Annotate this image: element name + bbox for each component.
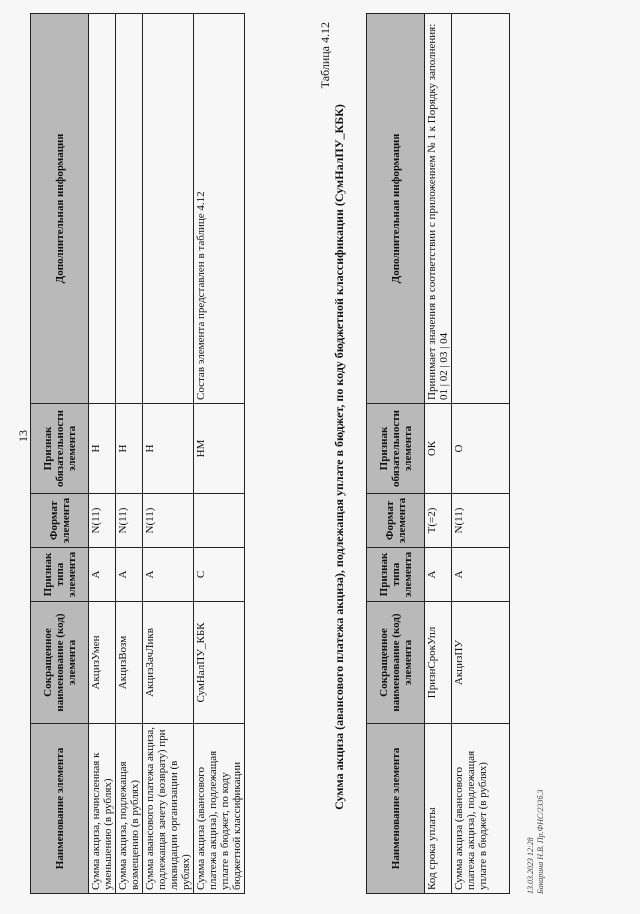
stamp-date: 13.03.2023 12:28 bbox=[526, 837, 535, 894]
kbk-table bbox=[366, 13, 510, 894]
cell: АкцизВозм bbox=[116, 602, 143, 724]
table-header-row bbox=[367, 14, 425, 894]
cell: Принимает значения в соответствии с приложением № 1 к Порядку заполнения: 01 | 02 | 03 | 04 bbox=[425, 14, 452, 404]
table-row bbox=[89, 14, 116, 894]
cell: А bbox=[452, 548, 510, 602]
cell: N(11) bbox=[452, 494, 510, 548]
cell: Код срока уплаты bbox=[425, 724, 452, 894]
table-row bbox=[425, 14, 452, 894]
cell bbox=[143, 14, 194, 404]
table-row bbox=[143, 14, 194, 894]
header-cell: Признак типа элемента bbox=[367, 548, 425, 602]
cell: N(11) bbox=[89, 494, 116, 548]
cell: Сумма акциза (авансового платежа акциза), подлежащая уплате в бюджет (в рублях) bbox=[452, 724, 510, 894]
header-cell: Дополнительная информация bbox=[367, 14, 425, 404]
page-number: 13 bbox=[16, 430, 30, 442]
header-cell: Формат элемента bbox=[31, 494, 89, 548]
header-cell: Сокращенное наименование (код) элемента bbox=[31, 602, 89, 724]
cell: А bbox=[425, 548, 452, 602]
header-cell: Дополнительная информация bbox=[31, 14, 89, 404]
cell: О bbox=[452, 404, 510, 494]
table-row bbox=[116, 14, 143, 894]
cell bbox=[89, 14, 116, 404]
cell: Н bbox=[89, 404, 116, 494]
cell: АкцизЗачЛикв bbox=[143, 602, 194, 724]
cell: С bbox=[194, 548, 245, 602]
table-label: Таблица 4.12 bbox=[318, 22, 332, 89]
cell: ПризнСрокУпл bbox=[425, 602, 452, 724]
cell: СумНалПУ_КБК bbox=[194, 602, 245, 724]
cell: А bbox=[143, 548, 194, 602]
cell bbox=[194, 494, 245, 548]
signature-stamp bbox=[526, 790, 546, 894]
cell: Сумма авансового платежа акциза, подлежащая зачету (возврату) при ликвидации организации (в рублях) bbox=[143, 724, 194, 894]
cell: Сумма акциза (авансового платежа акциза), подлежащая уплате в бюджет, по коду бюджетной классификации bbox=[194, 724, 245, 894]
table-caption: Сумма акциза (авансового платежа акциза), подлежащая уплате в бюджет, по коду бюджетной классификации (СумНалПУ_КБК) bbox=[332, 104, 346, 810]
cell: T(=2) bbox=[425, 494, 452, 548]
cell: N(11) bbox=[143, 494, 194, 548]
cell: Сумма акциза, начисленная к уменьшению (в рублях) bbox=[89, 724, 116, 894]
header-cell: Наименование элемента bbox=[31, 724, 89, 894]
cell: Н bbox=[143, 404, 194, 494]
rotated-content bbox=[6, 12, 606, 902]
cell: Н bbox=[116, 404, 143, 494]
header-cell: Формат элемента bbox=[367, 494, 425, 548]
header-cell: Признак обязательности элемента bbox=[31, 404, 89, 494]
cell bbox=[116, 14, 143, 404]
table-header-row bbox=[31, 14, 89, 894]
header-cell: Признак типа элемента bbox=[31, 548, 89, 602]
cell: АкцизПУ bbox=[452, 602, 510, 724]
cell: Сумма акциза, подлежащая возмещению (в рублях) bbox=[116, 724, 143, 894]
table-row bbox=[194, 14, 245, 894]
cell: ОК bbox=[425, 404, 452, 494]
cell: НМ bbox=[194, 404, 245, 494]
cell: АкцизУмен bbox=[89, 602, 116, 724]
cell bbox=[452, 14, 510, 404]
header-cell: Сокращенное наименование (код) элемента bbox=[367, 602, 425, 724]
elements-table bbox=[30, 13, 245, 894]
cell: Состав элемента представлен в таблице 4.12 bbox=[194, 14, 245, 404]
cell: N(11) bbox=[116, 494, 143, 548]
table-row bbox=[452, 14, 510, 894]
stamp-signer: Бакарина Н.В. Пр.ФНС/233б.3 bbox=[536, 789, 545, 894]
header-cell: Наименование элемента bbox=[367, 724, 425, 894]
cell: А bbox=[89, 548, 116, 602]
header-cell: Признак обязательности элемента bbox=[367, 404, 425, 494]
cell: А bbox=[116, 548, 143, 602]
